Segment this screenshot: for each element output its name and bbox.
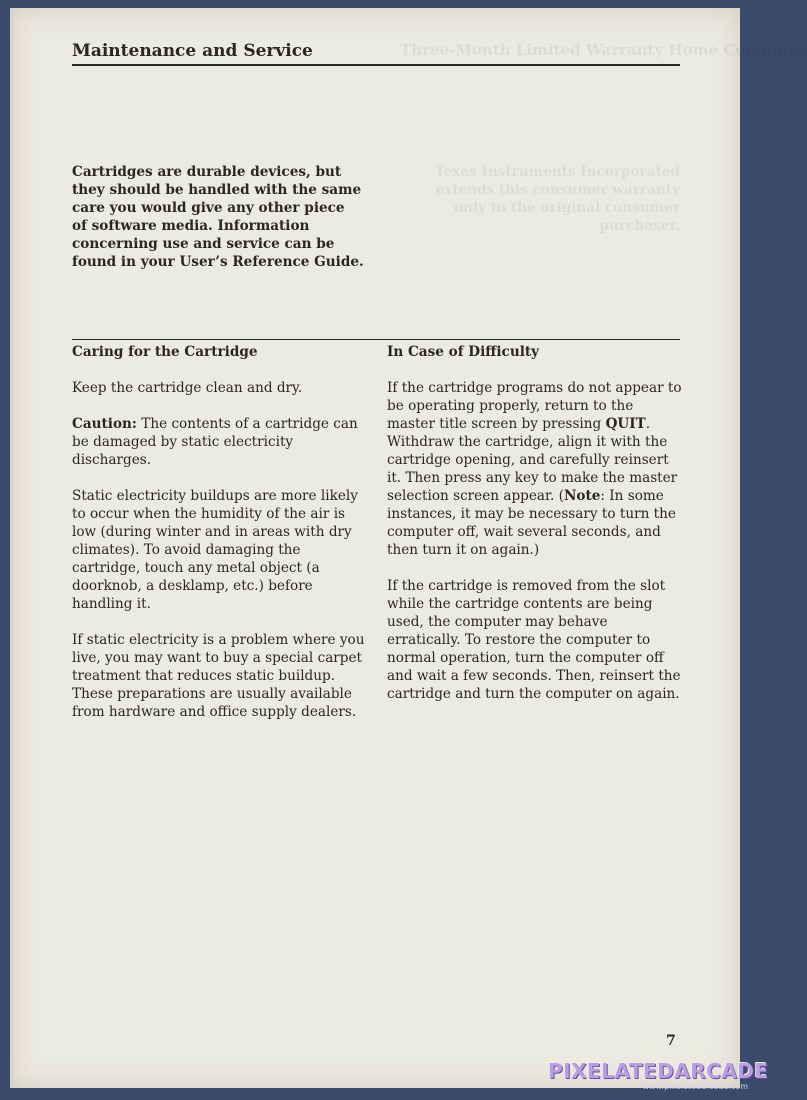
watermark bbox=[548, 1059, 769, 1091]
page-binding-edge bbox=[10, 8, 14, 1088]
caution-paragraph bbox=[72, 415, 372, 469]
watermark-url: www.pixelatedarcade.com bbox=[642, 1082, 748, 1091]
left-column bbox=[72, 343, 372, 739]
page-title: Maintenance and Service bbox=[72, 41, 313, 61]
restart-text-3: : In some instances, it may be necessary to turn the computer off, wait several seconds, and then turn it on again.) bbox=[387, 488, 676, 558]
bleed-through-header: Three-Month Limited Warranty Home Computer bbox=[400, 41, 807, 59]
right-column bbox=[387, 343, 682, 721]
caution-label: Caution: bbox=[72, 416, 137, 432]
restart-text-1: If the cartridge programs do not appear to be operating properly, return to the master title screen by pressing bbox=[387, 380, 682, 432]
carpet-treatment-paragraph: If static electricity is a problem where you live, you may want to buy a special carpet treatment that reduces static buildup. These preparations are usually available from hardware and office supply dealers. bbox=[72, 632, 365, 720]
caution-text: The contents of a cartridge can be damaged by static electricity discharges. bbox=[72, 416, 358, 468]
quit-key: QUIT bbox=[605, 416, 646, 432]
header-rule bbox=[72, 64, 680, 66]
static-buildup-paragraph: Static electricity buildups are more likely to occur when the humidity of the air is low (during winter and in areas with dry climates). To avoid damaging the cartridge, touch any metal object (a doorknob, a desklamp, etc.) before handling it. bbox=[72, 488, 358, 612]
watermark-title: PIXELATEDARCADE bbox=[548, 1059, 769, 1083]
section-rule bbox=[72, 339, 680, 340]
clean-dry-paragraph: Keep the cartridge clean and dry. bbox=[72, 380, 303, 396]
intro-paragraph: Cartridges are durable devices, but they should be handled with the same care you would give any other piece of software media. Information concerning use and service can be found in your User’s Reference Guide. bbox=[72, 164, 364, 271]
caring-heading: Caring for the Cartridge bbox=[72, 344, 258, 360]
removed-cartridge-paragraph: If the cartridge is removed from the slot while the cartridge contents are being used, the computer may behave erratically. To restore the computer to normal operation, turn the computer off and wait a few seconds. Then, reinsert the cartridge and turn the computer on again. bbox=[387, 578, 681, 702]
note-label: Note bbox=[563, 488, 601, 504]
difficulty-heading: In Case of Difficulty bbox=[387, 344, 540, 360]
page-number: 7 bbox=[666, 1033, 676, 1049]
bleed-through-intro: Texas Instruments Incorporated extends this consumer warranty only to the original consumer purchaser. bbox=[434, 164, 680, 234]
restart-text-2: . Withdraw the cartridge, align it with the cartridge opening, and carefully reinsert it. Then press any key to make the master selection screen appear. ( bbox=[387, 416, 678, 504]
restart-paragraph bbox=[387, 379, 682, 559]
